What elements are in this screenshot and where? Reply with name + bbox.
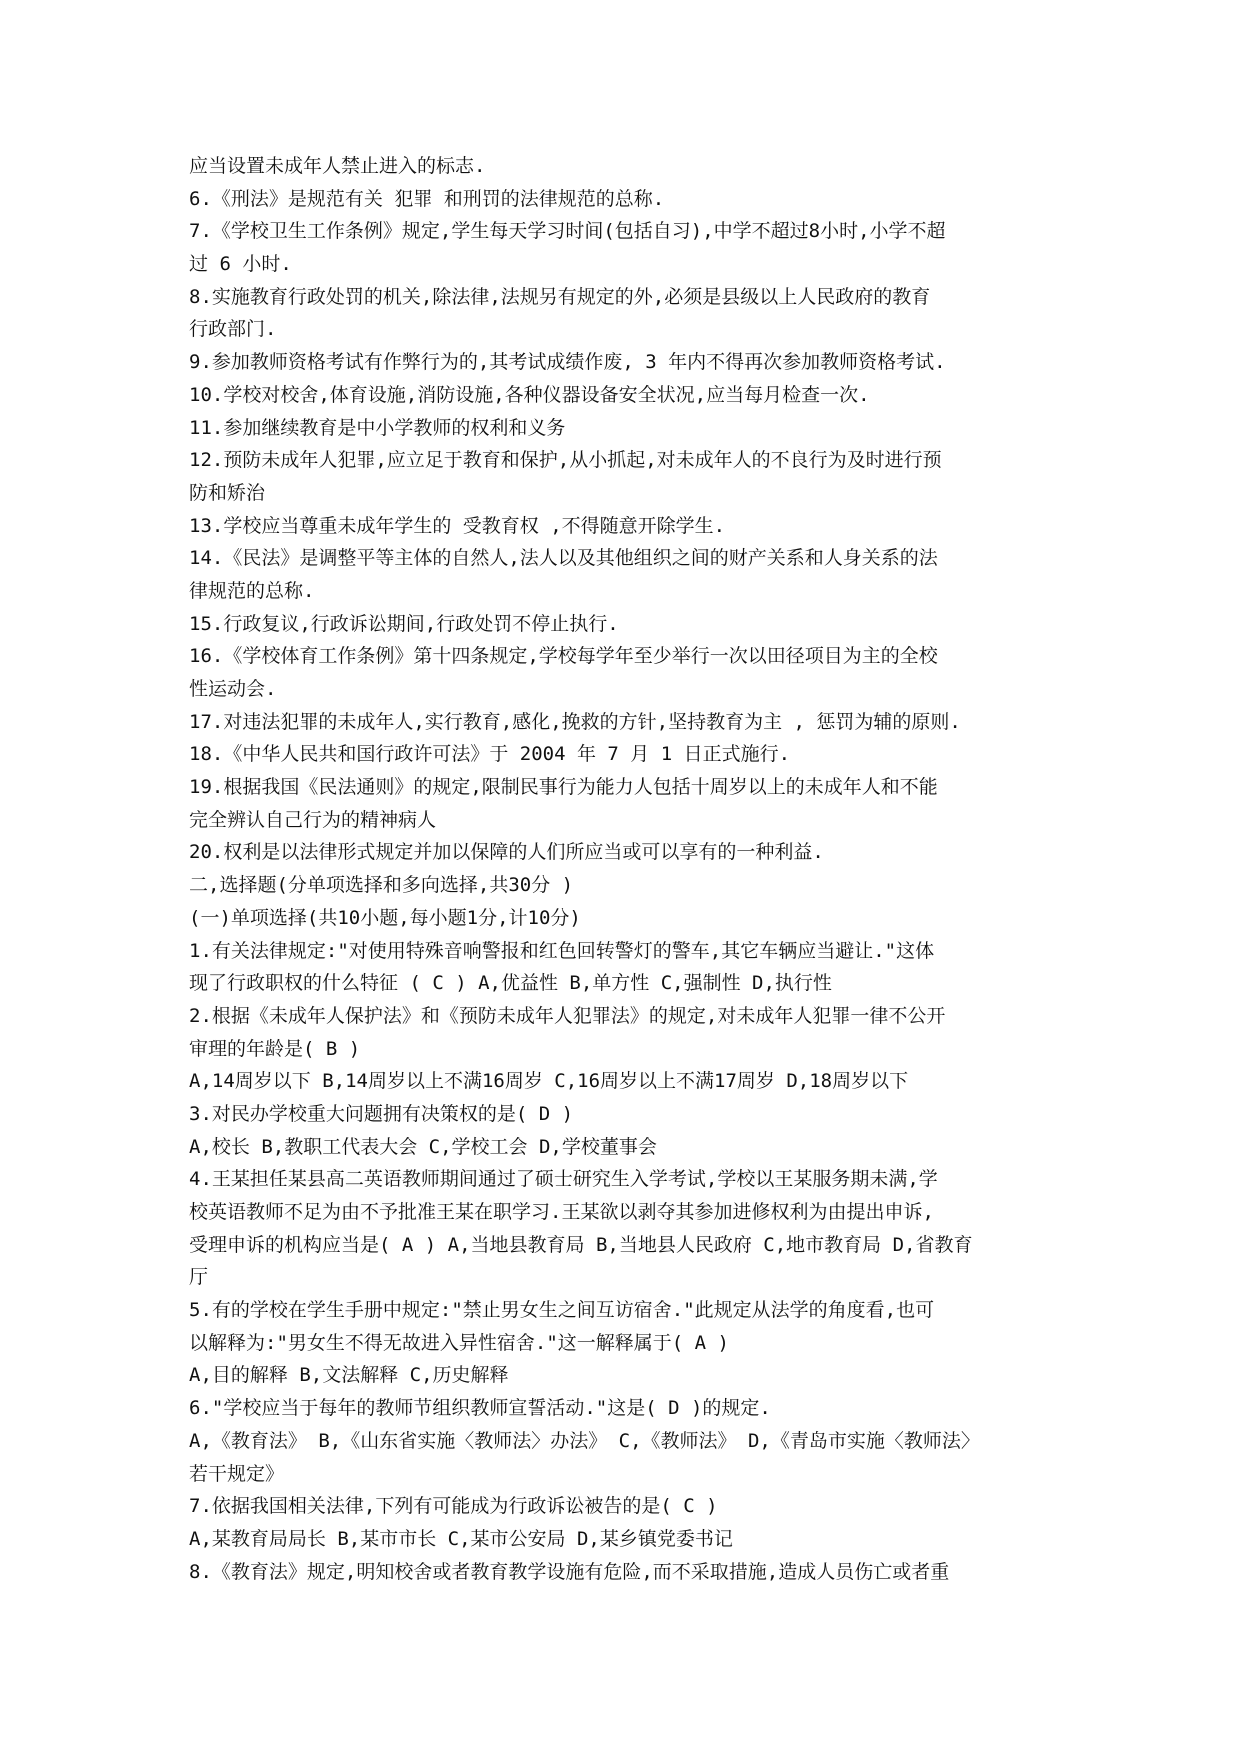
text-line: 18.《中华人民共和国行政许可法》于 2004 年 7 月 1 日正式施行.	[189, 743, 791, 766]
text-line: 7.依据我国相关法律,下列有可能成为行政诉讼被告的是( C )	[189, 1495, 718, 1518]
text-line: 性运动会.	[189, 678, 277, 700]
text-line: 16.《学校体育工作条例》第十四条规定,学校每学年至少举行一次以田径项目为主的全校	[189, 645, 938, 668]
text-line: 8.《教育法》规定,明知校舍或者教育教学设施有危险,而不采取措施,造成人员伤亡或者重	[189, 1560, 950, 1583]
text-line: 审理的年龄是( B )	[189, 1037, 361, 1060]
text-line: 11.参加继续教育是中小学教师的权利和义务	[189, 416, 566, 439]
text-line: 7.《学校卫生工作条例》规定,学生每天学习时间(包括自习),中学不超过8小时,小学不超	[189, 220, 946, 243]
text-line: 5.有的学校在学生手册中规定:"禁止男女生之间互访宿舍."此规定从法学的角度看,也可	[189, 1299, 935, 1322]
text-line: 4.王某担任某县高二英语教师期间通过了硕士研究生入学考试,学校以王某服务期未满,学	[189, 1168, 938, 1191]
text-line: 15.行政复议,行政诉讼期间,行政处罚不停止执行.	[189, 612, 619, 635]
text-line: 律规范的总称.	[189, 579, 315, 602]
text-line: 9.参加教师资格考试有作弊行为的,其考试成绩作废, 3 年内不得再次参加教师资格考试.	[189, 351, 946, 374]
text-line: 20.权利是以法律形式规定并加以保障的人们所应当或可以享有的一种利益.	[189, 841, 824, 864]
text-line: 17.对违法犯罪的未成年人,实行教育,感化,挽救的方针,坚持教育为主 , 惩罚为辅的原则.	[189, 710, 961, 733]
text-line: 完全辨认自己行为的精神病人	[189, 808, 437, 831]
text-line: 1.有关法律规定:"对使用特殊音响警报和红色回转警灯的警车,其它车辆应当避让."这体	[189, 939, 935, 962]
text-line: 校英语教师不足为由不予批准王某在职学习.王某欲以剥夺其参加进修权利为由提出申诉,	[189, 1201, 934, 1223]
text-line: 行政部门.	[189, 318, 277, 341]
text-line: 厅	[189, 1266, 209, 1289]
text-line: A,《教育法》 B,《山东省实施〈教师法〉办法》 C,《教师法》 D,《青岛市实施〈教师法〉	[189, 1429, 980, 1452]
text-line: 二,选择题(分单项选择和多向选择,共30分 )	[189, 874, 574, 897]
text-line: A,校长 B,教职工代表大会 C,学校工会 D,学校董事会	[189, 1135, 657, 1158]
text-line: 14.《民法》是调整平等主体的自然人,法人以及其他组织之间的财产关系和人身关系的法	[189, 547, 938, 570]
text-line: 2.根据《未成年人保护法》和《预防未成年人犯罪法》的规定,对未成年人犯罪一律不公开	[189, 1004, 946, 1027]
text-line: 现了行政职权的什么特征 ( C ) A,优益性 B,单方性 C,强制性 D,执行性	[189, 972, 832, 995]
text-line: 6."学校应当于每年的教师节组织教师宣誓活动."这是( D )的规定.	[189, 1397, 771, 1420]
text-line: 8.实施教育行政处罚的机关,除法律,法规另有规定的外,必须是县级以上人民政府的教育	[189, 285, 931, 308]
text-line: 受理申诉的机构应当是( A ) A,当地县教育局 B,当地县人民政府 C,地市教育局 D,省教育	[189, 1233, 973, 1256]
text-line: A,某教育局局长 B,某市市长 C,某市公安局 D,某乡镇党委书记	[189, 1527, 733, 1550]
text-line: 6.《刑法》是规范有关 犯罪 和刑罚的法律规范的总称.	[189, 187, 665, 210]
text-line: 19.根据我国《民法通则》的规定,限制民事行为能力人包括十周岁以上的未成年人和不能	[189, 776, 938, 799]
text-line: 若干规定》	[189, 1462, 285, 1485]
text-line: 10.学校对校舍,体育设施,消防设施,各种仪器设备安全状况,应当每月检查一次.	[189, 383, 870, 406]
text-line: 以解释为:"男女生不得无故进入异性宿舍."这一解释属于( A )	[189, 1331, 729, 1354]
text-line: 12.预防未成年人犯罪,应立足于教育和保护,从小抓起,对未成年人的不良行为及时进行预	[189, 449, 942, 472]
text-line: A,目的解释 B,文法解释 C,历史解释	[189, 1364, 509, 1387]
text-line: (一)单项选择(共10小题,每小题1分,计10分)	[189, 906, 581, 929]
text-line: 应当设置未成年人禁止进入的标志.	[189, 155, 486, 177]
document-body	[189, 150, 1069, 1588]
text-line: 3.对民办学校重大问题拥有决策权的是( D )	[189, 1102, 574, 1125]
text-line: A,14周岁以下 B,14周岁以上不满16周岁 C,16周岁以上不满17周岁 D,18周岁以下	[189, 1070, 909, 1093]
text-line: 过 6 小时.	[189, 253, 292, 276]
text-line: 13.学校应当尊重未成年学生的 受教育权 ,不得随意开除学生.	[189, 514, 726, 537]
text-line: 防和矫治	[189, 481, 266, 504]
